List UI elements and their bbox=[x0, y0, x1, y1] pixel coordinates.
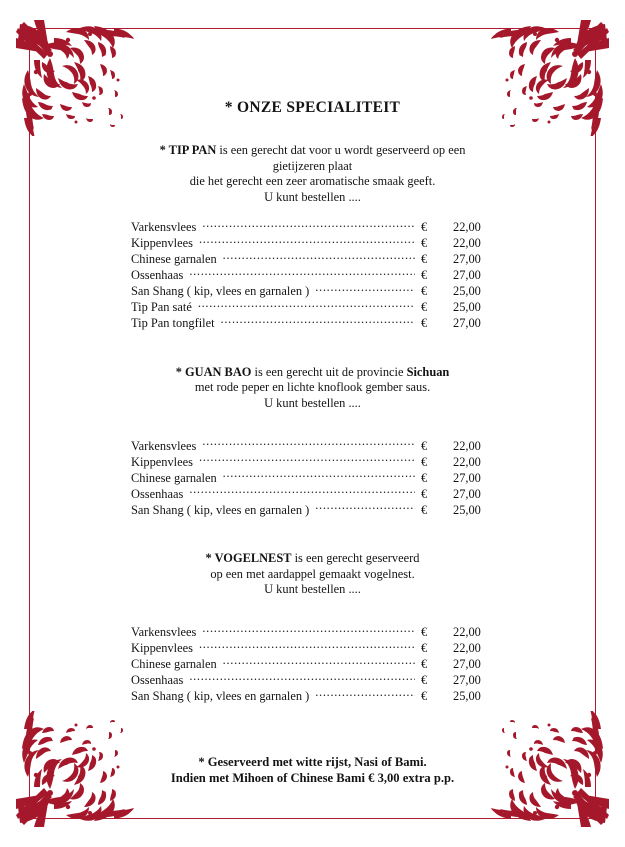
menu-item-row bbox=[131, 299, 499, 315]
currency-symbol: € bbox=[421, 657, 428, 672]
menu-item-price: 27,00 bbox=[453, 252, 481, 267]
menu-item-price: 22,00 bbox=[453, 454, 481, 469]
dotted-leader bbox=[189, 267, 415, 279]
currency-symbol: € bbox=[421, 252, 428, 267]
dotted-leader bbox=[198, 299, 415, 311]
menu-item-name: Kippenvlees bbox=[131, 454, 193, 469]
currency-symbol: € bbox=[421, 236, 428, 251]
menu-item-price: 27,00 bbox=[453, 657, 481, 672]
menu-item-row bbox=[131, 235, 499, 251]
menu-item-price: 25,00 bbox=[453, 502, 481, 517]
menu-item-row bbox=[131, 656, 499, 672]
spacer bbox=[0, 517, 625, 551]
dotted-leader bbox=[189, 672, 415, 684]
intro-line: op een met aardappel gemaakt vogelnest. bbox=[210, 566, 415, 581]
intro-dish-name: * TIP PAN bbox=[159, 143, 217, 157]
page-title: * ONZE SPECIALITEIT bbox=[224, 99, 401, 116]
menu-item-name: Tip Pan tongfilet bbox=[131, 316, 215, 331]
dotted-leader bbox=[315, 688, 415, 700]
intro-line: U kunt bestellen .... bbox=[264, 189, 361, 204]
menu-item-name: Kippenvlees bbox=[131, 236, 193, 251]
currency-symbol: € bbox=[421, 438, 428, 453]
menu-item-name: Varkensvlees bbox=[131, 220, 197, 235]
menu-item-row bbox=[131, 437, 499, 453]
dotted-leader bbox=[223, 656, 415, 668]
currency-symbol: € bbox=[421, 625, 428, 640]
footer-line: * Geserveerd met witte rijst, Nasi of Bami. bbox=[198, 754, 427, 769]
menu-item-name: Chinese garnalen bbox=[131, 657, 217, 672]
spacer bbox=[0, 704, 625, 754]
dotted-leader bbox=[202, 624, 415, 636]
section-intro-guan-bao bbox=[118, 365, 508, 412]
currency-symbol: € bbox=[421, 641, 428, 656]
intro-region-name: Sichuan bbox=[406, 364, 450, 379]
menu-item-row bbox=[131, 267, 499, 283]
menu-item-price: 27,00 bbox=[453, 316, 481, 331]
intro-line: met rode peper en lichte knoflook gember saus. bbox=[194, 380, 431, 395]
menu-item-row bbox=[131, 688, 499, 704]
menu-item-price: 27,00 bbox=[453, 486, 481, 501]
currency-symbol: € bbox=[421, 689, 428, 704]
menu-item-name: San Shang ( kip, vlees en garnalen ) bbox=[131, 689, 310, 704]
menu-item-name: Chinese garnalen bbox=[131, 470, 217, 485]
section-intro-vogelnest bbox=[118, 551, 508, 598]
section-intro-tip-pan bbox=[118, 117, 508, 205]
dotted-leader bbox=[199, 235, 415, 247]
currency-symbol: € bbox=[421, 454, 428, 469]
intro-line: U kunt bestellen .... bbox=[264, 395, 361, 410]
menu-item-name: Varkensvlees bbox=[131, 438, 197, 453]
currency-symbol: € bbox=[421, 502, 428, 517]
price-list-guan-bao bbox=[126, 437, 499, 517]
menu-item-price: 25,00 bbox=[453, 689, 481, 704]
menu-item-row bbox=[131, 283, 499, 299]
currency-symbol: € bbox=[421, 470, 428, 485]
intro-line: U kunt bestellen .... bbox=[264, 582, 361, 597]
menu-item-price: 25,00 bbox=[453, 300, 481, 315]
menu-item-price: 22,00 bbox=[453, 236, 481, 251]
dotted-leader bbox=[315, 283, 415, 295]
intro-line: * VOGELNEST is een gerecht geserveerd bbox=[205, 551, 420, 566]
currency-symbol: € bbox=[421, 284, 428, 299]
currency-symbol: € bbox=[421, 268, 428, 283]
menu-item-name: San Shang ( kip, vlees en garnalen ) bbox=[131, 284, 310, 299]
currency-symbol: € bbox=[421, 673, 428, 688]
currency-symbol: € bbox=[421, 486, 428, 501]
intro-line: die het gerecht een zeer aromatische smaak geeft. bbox=[189, 174, 436, 188]
menu-item-name: Varkensvlees bbox=[131, 625, 197, 640]
spacer bbox=[0, 205, 625, 219]
menu-item-price: 22,00 bbox=[453, 625, 481, 640]
menu-item-price: 27,00 bbox=[453, 268, 481, 283]
currency-symbol: € bbox=[421, 316, 428, 331]
menu-item-row bbox=[131, 219, 499, 235]
menu-item-name: Tip Pan saté bbox=[131, 300, 192, 315]
menu-item-price: 25,00 bbox=[453, 284, 481, 299]
price-list-vogelnest bbox=[126, 624, 499, 704]
footer-note bbox=[103, 754, 523, 786]
menu-item-row bbox=[131, 453, 499, 469]
intro-dish-name: * GUAN BAO bbox=[175, 364, 252, 379]
dotted-leader bbox=[199, 640, 415, 652]
footer-line: Indien met Mihoen of Chinese Bami € 3,00 extra p.p. bbox=[170, 770, 455, 785]
menu-item-row bbox=[131, 501, 499, 517]
menu-item-row bbox=[131, 315, 499, 331]
menu-item-name: Chinese garnalen bbox=[131, 252, 217, 267]
menu-item-price: 27,00 bbox=[453, 470, 481, 485]
spacer bbox=[0, 411, 625, 437]
menu-item-name: San Shang ( kip, vlees en garnalen ) bbox=[131, 502, 310, 517]
intro-line: * GUAN BAO is een gerecht uit de provincie Sichuan bbox=[175, 364, 450, 379]
spacer bbox=[0, 331, 625, 365]
dotted-leader bbox=[199, 453, 415, 465]
menu-item-row bbox=[131, 469, 499, 485]
intro-line: * TIP PAN is een gerecht dat voor u wordt geserveerd op een bbox=[159, 143, 466, 157]
dotted-leader bbox=[221, 315, 415, 327]
menu-item-name: Ossenhaas bbox=[131, 673, 184, 688]
spacer bbox=[0, 598, 625, 624]
currency-symbol: € bbox=[421, 300, 428, 315]
menu-item-row bbox=[131, 624, 499, 640]
price-list-tip-pan bbox=[126, 219, 499, 331]
menu-item-name: Ossenhaas bbox=[131, 268, 184, 283]
dotted-leader bbox=[189, 485, 415, 497]
menu-item-price: 22,00 bbox=[453, 641, 481, 656]
intro-dish-name: * VOGELNEST bbox=[205, 551, 292, 566]
menu-item-price: 22,00 bbox=[453, 220, 481, 235]
menu-item-row bbox=[131, 251, 499, 267]
dotted-leader bbox=[202, 219, 415, 231]
menu-item-row bbox=[131, 640, 499, 656]
dotted-leader bbox=[315, 501, 415, 513]
menu-item-name: Kippenvlees bbox=[131, 641, 193, 656]
menu-item-price: 22,00 bbox=[453, 438, 481, 453]
dotted-leader bbox=[223, 251, 415, 263]
menu-item-price: 27,00 bbox=[453, 673, 481, 688]
dotted-leader bbox=[202, 437, 415, 449]
intro-line: gietijzeren plaat bbox=[272, 158, 353, 173]
menu-item-row bbox=[131, 485, 499, 501]
menu-item-name: Ossenhaas bbox=[131, 486, 184, 501]
dotted-leader bbox=[223, 469, 415, 481]
menu-item-row bbox=[131, 672, 499, 688]
currency-symbol: € bbox=[421, 220, 428, 235]
